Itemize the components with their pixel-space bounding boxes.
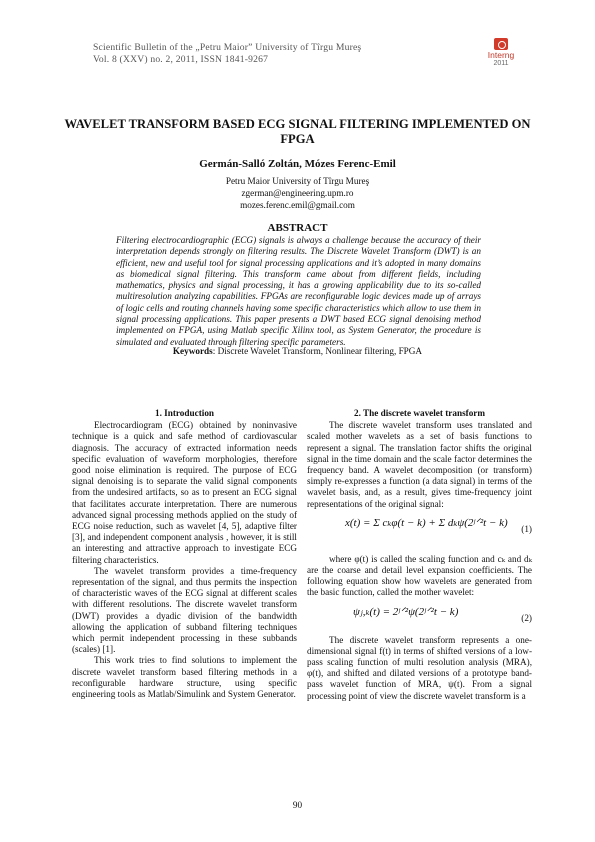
paragraph: where φ(t) is called the scaling function and cₖ and dₖ are the coarse and detail level expansion coefficients. The following equation show how wavelets are generated from the basic function, called the mother wavelet: xyxy=(307,553,532,598)
equation-1-body: x(t) = Σ cₖφ(t − k) + Σ dₖψ(2ʲᐟ²t − k) xyxy=(345,516,508,529)
conference-logo xyxy=(484,38,518,68)
journal-header xyxy=(93,42,361,66)
keywords xyxy=(60,346,535,356)
paragraph: The discrete wavelet transform represents a one-dimensional signal f(t) in terms of shifted versions of a low-pass scaling function of multi resolution analysis (MRA), φ(t), and shifted and dilated versions of a prototype band-pass wavelet function of MRA, ψ(t). From a signal processing point of view the discrete wavelet transform is a xyxy=(307,634,532,701)
email-2: mozes.ferenc.emil@gmail.com xyxy=(240,200,355,210)
logo-name: Interng xyxy=(487,50,515,60)
paragraph: Electrocardiogram (ECG) obtained by noninvasive technique is a quick and safe method of cardiovascular diagnosis. The accuracy of extracted information needs specific evaluation of waveform morphologies, therefore good noise elimination is required. The purpose of ECG signal denoising is to separate the valid signal components from the undesired artifacts, so as to present an ECG signal that facilitates accurate interpretation. There are numerous advanced signal processing methods applied on the study of ECG noise reduction, such as wavelet [4, 5], adaptive filter [3], and independent component analysis , however, it is still an interesting and attractive approach to investigate ECG filtering characteristics. xyxy=(72,420,297,565)
affiliation: Petru Maior University of Tîrgu Mureş xyxy=(225,176,370,186)
keywords-label: Keywords xyxy=(172,346,213,356)
equation-2-number: (2) xyxy=(521,612,532,623)
left-column xyxy=(72,408,297,700)
equation-1-number: (1) xyxy=(521,523,532,534)
paragraph: This work tries to find solutions to implement the discrete wavelet transform based filtering methods in a reconfigurable hardware structure, using specific engineering tools as Matlab/Simulink and System Generator. xyxy=(72,655,297,700)
right-column xyxy=(307,408,532,702)
journal-name: Scientific Bulletin of the „Petru Maior” University of Tîrgu Mureş xyxy=(93,42,362,53)
paper-title: WAVELET TRANSFORM BASED ECG SIGNAL FILTERING IMPLEMENTED ON FPGA xyxy=(64,117,531,146)
equation-2 xyxy=(307,599,532,635)
equation-1 xyxy=(307,510,532,554)
equation-2-body: ψⱼ,ₖ(t) = 2ʲᐟ²ψ(2ʲᐟ²t − k) xyxy=(353,605,459,618)
abstract-heading: ABSTRACT xyxy=(267,222,328,234)
journal-volume: Vol. 8 (XXV) no. 2, 2011, ISSN 1841-9267 xyxy=(93,54,269,65)
abstract-text: Filtering electrocardiographic (ECG) signals is always a challenge because the accuracy of their interpretation depends strongly on filtering results. The Discrete Wavelet Transform (DWT) is an efficient, new and useful tool for signal processing applications and it’s adopted in many domains as biomedical signal filtering. This transform came about from different fields, including mathematics, physics and signal processing, it has a growing applicability due to its so-called multiresolution analyzing capabilities. FPGAs are reconfigurable logic devices made up of arrays of logic cells and routing channels having some specific characteristics which allow to use them in signal processing applications. This paper presents a DWT based ECG signal denoising method implemented on FPGA, using Matlab specific Xilinx tool, as System Generator, the procedure is simulated and evaluated through filtering specific parameters. xyxy=(116,235,481,347)
authors: Germán-Salló Zoltán, Mózes Ferenc-Emil xyxy=(199,158,396,170)
paragraph: The wavelet transform provides a time-frequency representation of the signal, and thus permits the inspection of characteristic waves of the ECG signal at different scales with different resolutions. The discrete wavelet transform (DWT) provides a dyadic division of the bandwidth allowing the application of subband filtering techniques which permit independent processing in these subbands (scales) [1]. xyxy=(72,565,297,655)
page-number: 90 xyxy=(292,800,303,810)
paragraph: The discrete wavelet transform uses translated and scaled mother wavelets as a set of basis functions to represent a signal. The translation factor shifts the original signal in the time domain and the scale factor determines the frequency band. A wavelet decomposition (or transform) simply re-expresses a function (a data signal) in terms of the wavelet basis, and, as a result, gives time-frequency joint representations of the original signal: xyxy=(307,420,532,509)
logo-icon xyxy=(494,38,508,50)
email-1: zgerman@engineering.upm.ro xyxy=(241,188,354,198)
section-heading-introduction: 1. Introduction xyxy=(154,408,215,418)
logo-year: 2011 xyxy=(493,60,509,67)
section-heading-dwt: 2. The discrete wavelet transform xyxy=(353,408,486,418)
keywords-text: : Discrete Wavelet Transform, Nonlinear filtering, FPGA xyxy=(212,346,423,356)
affiliation-block xyxy=(60,175,535,211)
